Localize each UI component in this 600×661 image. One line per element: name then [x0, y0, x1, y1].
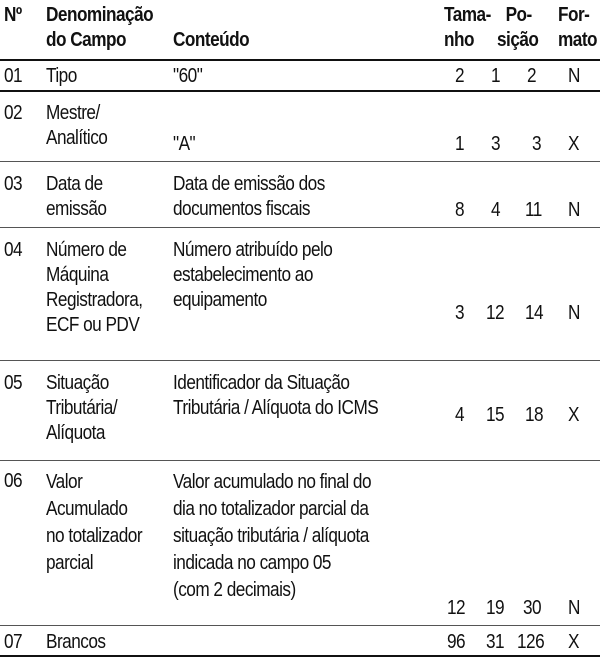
row-07-formato: X	[568, 631, 579, 653]
header-denominacao: Denominação do Campo	[46, 4, 154, 51]
row-05-pos-fim: 18	[525, 404, 544, 426]
row-01-formato: N	[568, 65, 580, 87]
header-posicao: Po- sição	[497, 4, 539, 51]
row-04-num: 04	[4, 239, 23, 261]
row-04-formato: N	[568, 302, 580, 324]
row-03-pos-ini: 4	[491, 199, 501, 221]
row-07-tamanho: 96	[447, 631, 466, 653]
row-05-conteudo: Identificador da Situação Tributária / Alíquota do ICMS	[173, 372, 379, 419]
row-01-rule	[0, 90, 600, 92]
row-07-pos-fim: 126	[517, 631, 545, 653]
row-02-formato: X	[568, 133, 579, 155]
row-01-conteudo: "60"	[173, 65, 203, 87]
row-04-denominacao: Número de Máquina Registradora, ECF ou PDV	[46, 239, 143, 336]
row-02-tamanho: 1	[455, 133, 465, 155]
row-03-conteudo: Data de emissão dos documentos fiscais	[173, 173, 325, 220]
row-05-formato: X	[568, 404, 579, 426]
header-tamanho: Tama- nho	[444, 4, 491, 51]
row-02-conteudo: "A"	[173, 133, 196, 155]
row-02-num: 02	[4, 102, 23, 124]
row-05-num: 05	[4, 372, 23, 394]
row-01-num: 01	[4, 65, 23, 87]
header-num: Nº	[4, 4, 22, 26]
row-04-rule	[0, 360, 600, 361]
row-03-formato: N	[568, 199, 580, 221]
row-01-pos-fim: 2	[527, 65, 537, 87]
header-conteudo: Conteúdo	[173, 29, 250, 51]
row-02-pos-fim: 3	[532, 133, 542, 155]
row-06-tamanho: 12	[447, 597, 466, 619]
row-03-rule	[0, 227, 600, 228]
row-07-pos-ini: 31	[486, 631, 505, 653]
row-05-rule	[0, 460, 600, 461]
row-02-rule	[0, 161, 600, 162]
row-04-pos-fim: 14	[525, 302, 544, 324]
row-05-denominacao: Situação Tributária/ Alíquota	[46, 372, 118, 444]
row-04-conteudo: Número atribuído pelo estabelecimento ao equipamento	[173, 239, 333, 311]
row-05-pos-ini: 15	[486, 404, 505, 426]
row-02-pos-ini: 3	[491, 133, 501, 155]
row-07-denominacao: Brancos	[46, 631, 106, 653]
row-06-pos-fim: 30	[523, 597, 542, 619]
row-07-num: 07	[4, 631, 23, 653]
row-07-rule	[0, 655, 600, 657]
header-rule	[0, 59, 600, 61]
row-06-pos-ini: 19	[486, 597, 505, 619]
row-03-num: 03	[4, 173, 23, 195]
row-04-tamanho: 3	[455, 302, 465, 324]
row-06-denominacao: Valor Acumulado no totalizador parcial	[46, 471, 143, 574]
row-06-formato: N	[568, 597, 580, 619]
row-01-pos-ini: 1	[491, 65, 501, 87]
row-02-denominacao: Mestre/ Analítico	[46, 102, 108, 149]
row-01-denominacao: Tipo	[46, 65, 77, 87]
row-06-conteudo: Valor acumulado no final do dia no totalizador parcial da situação tributária / alíquota indicada no campo 05 (com 2 decimais)	[173, 471, 372, 601]
row-03-pos-fim: 11	[525, 199, 542, 221]
row-03-tamanho: 8	[455, 199, 465, 221]
header-formato: For- mato	[558, 4, 598, 51]
row-03-denominacao: Data de emissão	[46, 173, 107, 220]
row-05-tamanho: 4	[455, 404, 465, 426]
row-06-num: 06	[4, 470, 23, 492]
row-04-pos-ini: 12	[486, 302, 505, 324]
row-06-rule	[0, 625, 600, 626]
row-01-tamanho: 2	[455, 65, 465, 87]
